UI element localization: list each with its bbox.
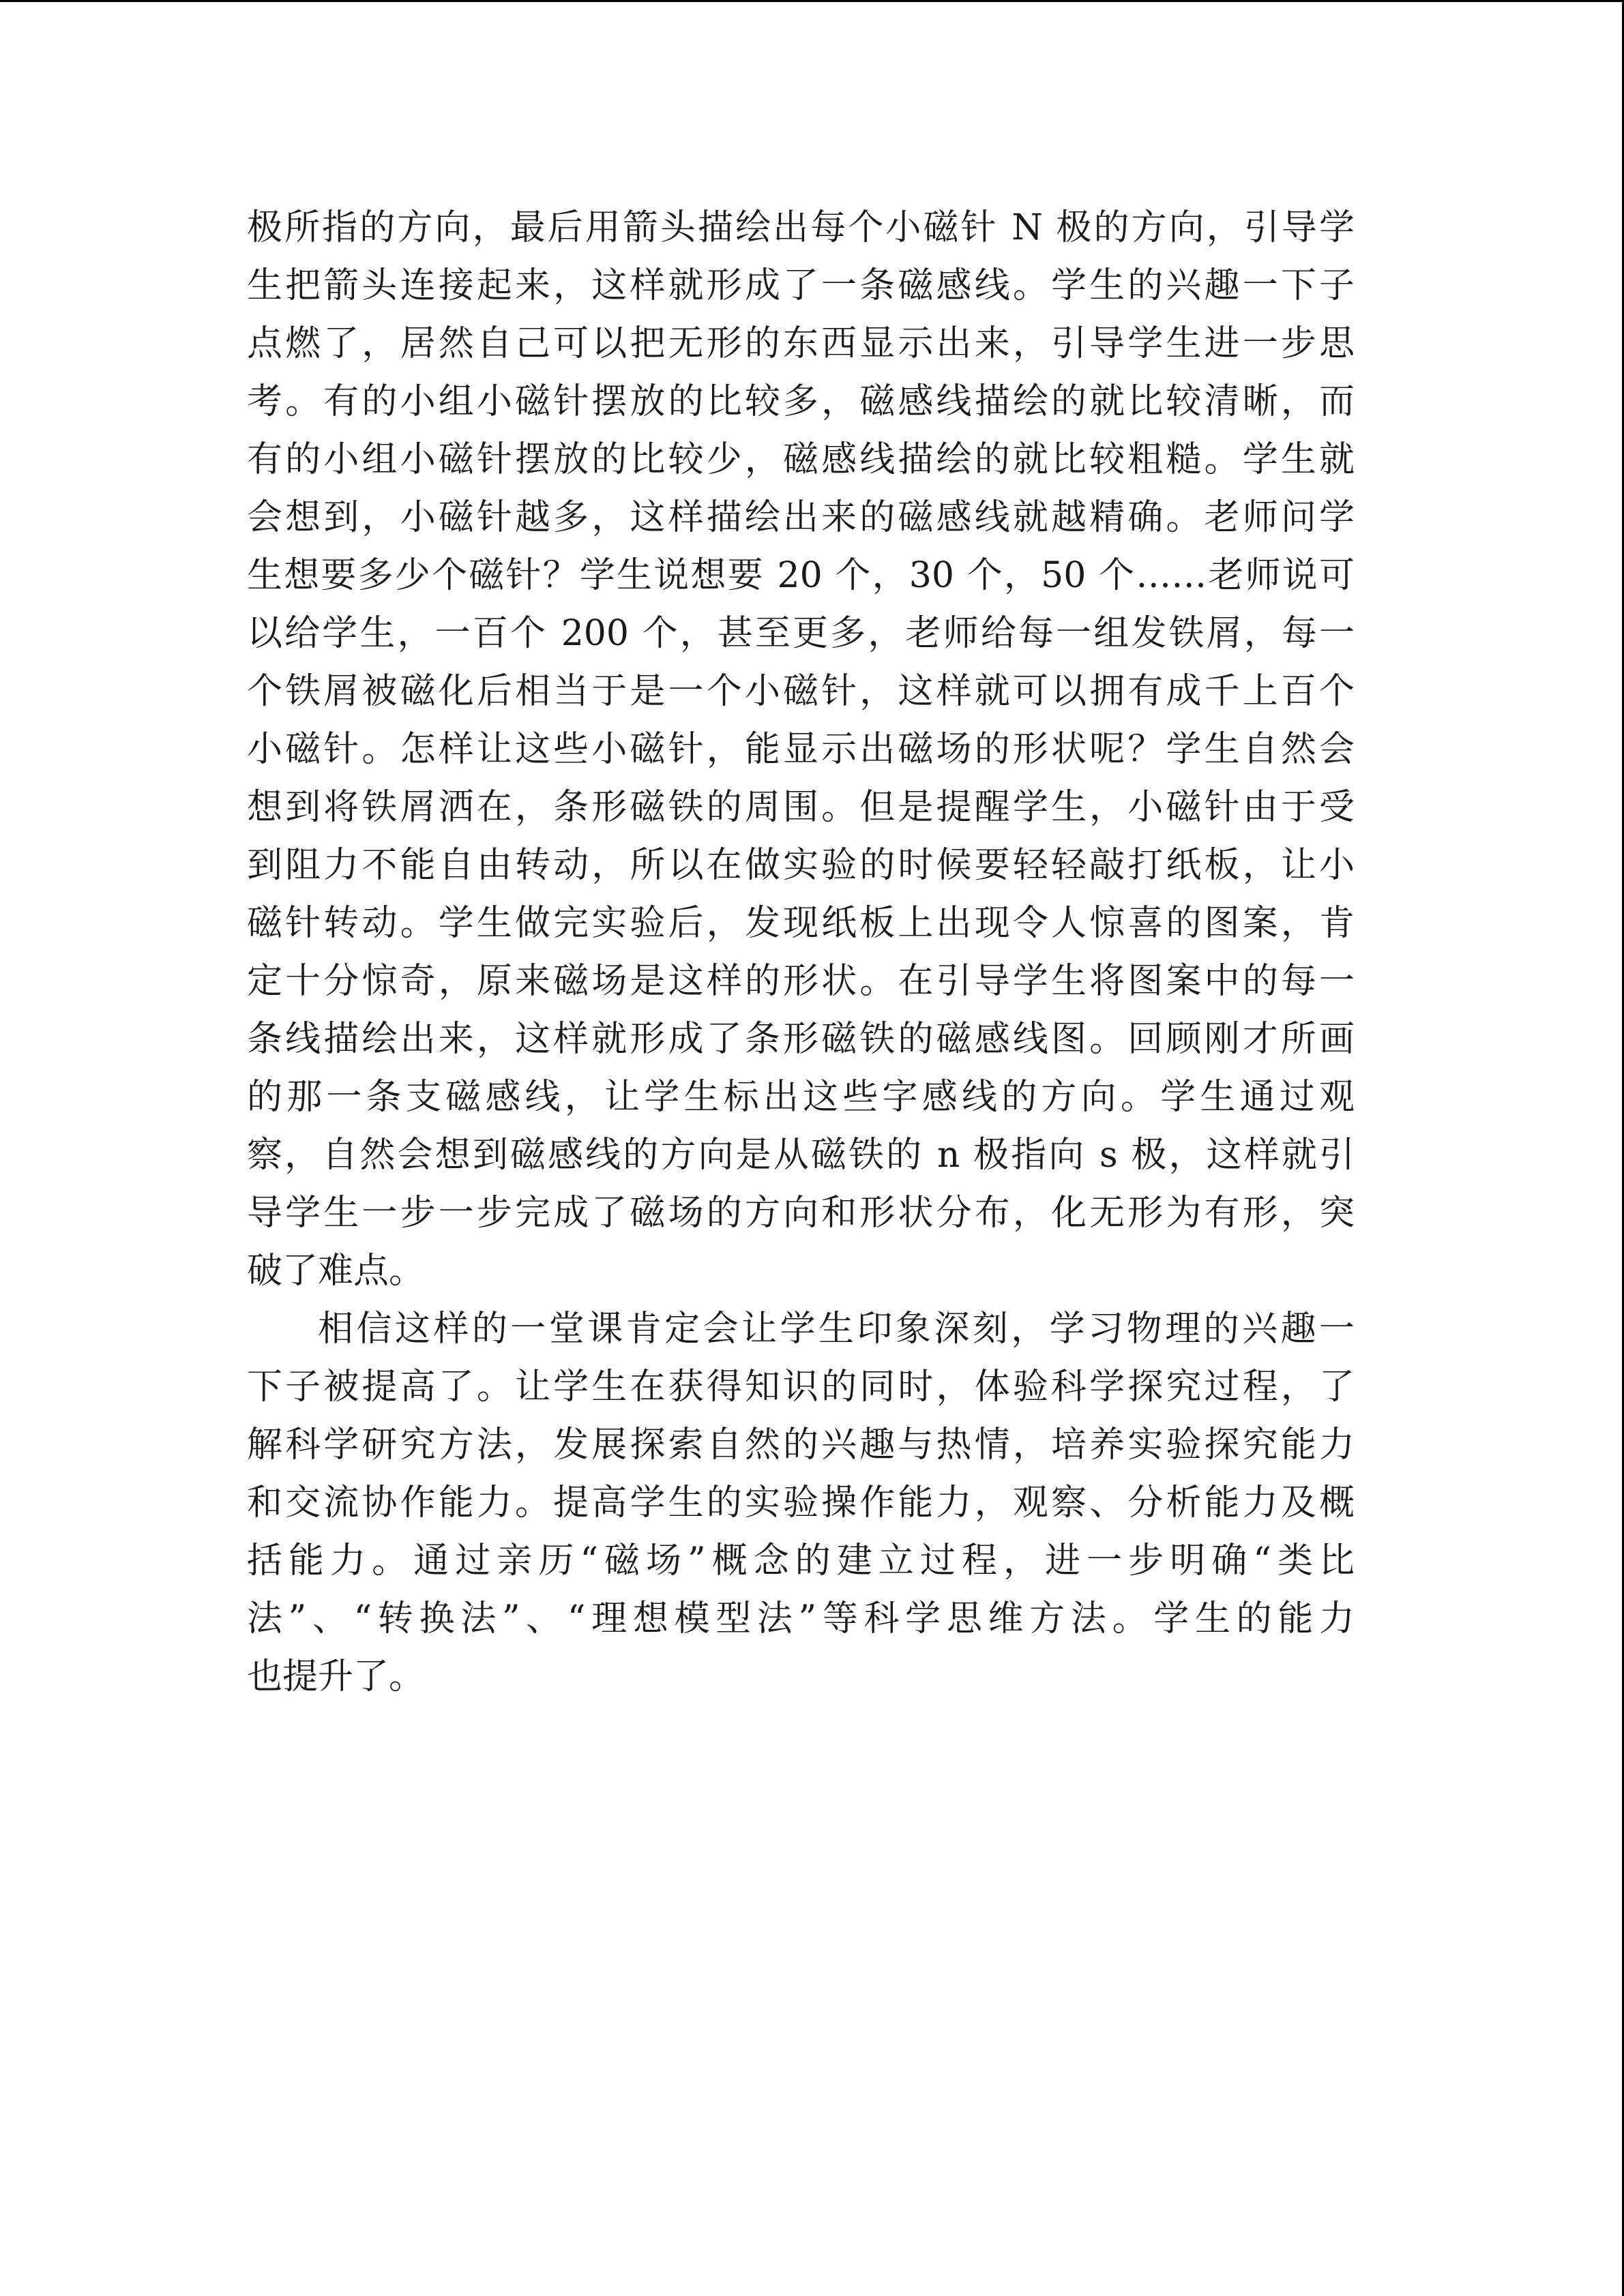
text-line: 小磁针。怎样让这些小磁针，能显示出磁场的形状呢？学生自然会: [247, 729, 1355, 770]
text-line: 也提升了。: [247, 1656, 425, 1697]
paragraph-1: [247, 199, 1355, 1300]
text-line: 生把箭头连接起来，这样就形成了一条磁感线。学生的兴趣一下子: [247, 265, 1355, 306]
text-line: 解科学研究方法，发展探索自然的兴趣与热情，培养实验探究能力: [247, 1425, 1355, 1465]
text-line: 括能力。通过亲历“磁场”概念的建立过程，进一步明确“类比: [247, 1540, 1355, 1581]
text-line: 到阻力不能自由转动，所以在做实验的时候要轻轻敲打纸板，让小: [247, 845, 1355, 886]
text-line: 破了难点。: [247, 1251, 425, 1292]
text-line: 会想到，小磁针越多，这样描绘出来的磁感线就越精确。老师问学: [247, 497, 1355, 538]
text-line: 生想要多少个磁针？学生说想要 20 个，30 个，50 个……老师说可: [247, 555, 1355, 596]
text-line: 和交流协作能力。提高学生的实验操作能力，观察、分析能力及概: [247, 1482, 1355, 1523]
text-line: 磁针转动。学生做完实验后，发现纸板上出现令人惊喜的图案，肯: [247, 903, 1355, 944]
text-line: 下子被提高了。让学生在获得知识的同时，体验科学探究过程，了: [247, 1367, 1355, 1407]
text-line: 有的小组小磁针摆放的比较少，磁感线描绘的就比较粗糙。学生就: [247, 439, 1355, 480]
text-line: 法”、“转换法”、“理想模型法”等科学思维方法。学生的能力: [247, 1598, 1355, 1639]
text-line: 的那一条支磁感线，让学生标出这些字感线的方向。学生通过观: [247, 1077, 1355, 1118]
text-line: 个铁屑被磁化后相当于是一个小磁针，这样就可以拥有成千上百个: [247, 671, 1355, 712]
page-top-border: [0, 0, 1624, 2]
body-text: [247, 199, 1355, 1706]
text-line: 察，自然会想到磁感线的方向是从磁铁的 n 极指向 s 极，这样就引: [247, 1135, 1355, 1176]
text-line: 定十分惊奇，原来磁场是这样的形状。在引导学生将图案中的每一: [247, 961, 1355, 1002]
text-line: 极所指的方向，最后用箭头描绘出每个小磁针 N 极的方向，引导学: [247, 207, 1355, 248]
text-line: 以给学生，一百个 200 个，甚至更多，老师给每一组发铁屑，每一: [247, 613, 1355, 654]
text-line: 想到将铁屑洒在，条形磁铁的周围。但是提醒学生，小磁针由于受: [247, 787, 1355, 828]
text-line: 考。有的小组小磁针摆放的比较多，磁感线描绘的就比较清晰，而: [247, 381, 1355, 422]
text-line: 点燃了，居然自己可以把无形的东西显示出来，引导学生进一步思: [247, 323, 1355, 364]
paragraph-2: [247, 1300, 1355, 1706]
text-line: 条线描绘出来，这样就形成了条形磁铁的磁感线图。回顾刚才所画: [247, 1019, 1355, 1060]
text-line: 相信这样的一堂课肯定会让学生印象深刻，学习物理的兴趣一: [318, 1309, 1355, 1350]
text-line: 导学生一步一步完成了磁场的方向和形状分布，化无形为有形，突: [247, 1193, 1355, 1234]
